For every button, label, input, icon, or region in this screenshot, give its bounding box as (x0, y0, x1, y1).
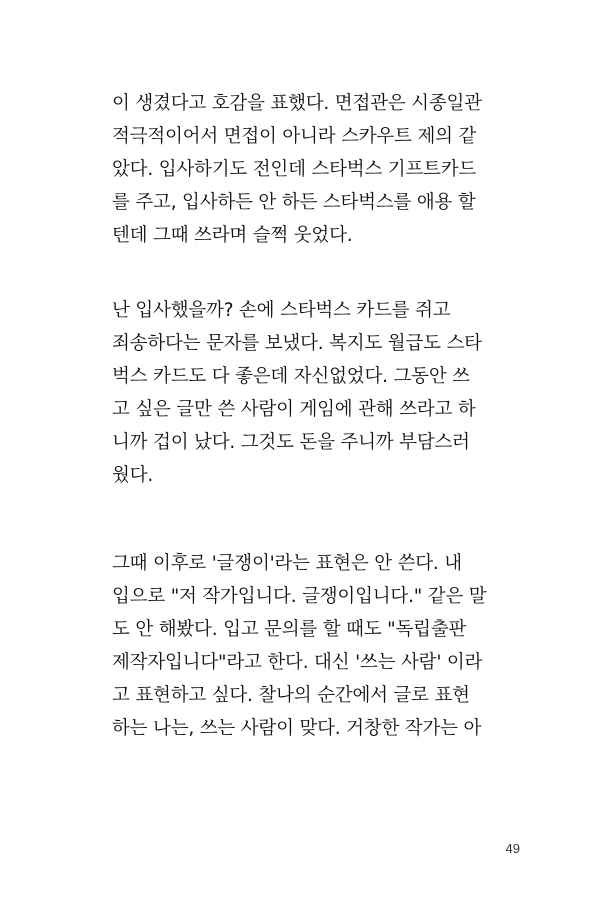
text-line: 그때 이후로 '글쟁이'라는 표현은 안 쓴다. 내 (112, 553, 462, 574)
text-line: 제작자입니다"라고 한다. 대신 '쓰는 사람' 이라 (112, 652, 483, 673)
text-line: 하는 나는, 쓰는 사람이 맞다. 거창한 작가는 아 (112, 718, 482, 739)
text-line: 적극적이어서 면접이 아니라 스카우트 제의 같 (112, 126, 477, 147)
text-line: 고 표현하고 싶다. 찰나의 순간에서 글로 표현 (112, 685, 470, 706)
page-number: 49 (505, 841, 520, 856)
text-line: 도 안 해봤다. 입고 문의를 할 때도 "독립출판 (112, 619, 467, 640)
text-line: 난 입사했을까? 손에 스타벅스 카드를 쥐고 (112, 300, 451, 321)
text-line: 고 싶은 글만 쓴 사람이 게임에 관해 쓰라고 하 (112, 399, 476, 420)
text-line: 웠다. (112, 465, 154, 486)
text-line: 벅스 카드도 다 좋은데 자신없었다. 그동안 쓰 (112, 366, 470, 387)
text-line: 를 주고, 입사하든 안 하든 스타벅스를 애용 할 (112, 192, 476, 213)
text-line: 죄송하다는 문자를 보냈다. 복지도 월급도 스타 (112, 333, 482, 354)
text-line: 텐데 그때 쓰라며 슬쩍 웃었다. (112, 225, 353, 246)
text-line: 니까 겁이 났다. 그것도 돈을 주니까 부담스러 (112, 432, 470, 453)
text-line: 이 생겼다고 호감을 표했다. 면접관은 시종일관 (112, 93, 482, 114)
text-line: 입으로 "저 작가입니다. 글쟁이입니다." 같은 말 (112, 586, 487, 607)
text-line: 았다. 입사하기도 전인데 스타벅스 기프트카드 (112, 159, 477, 180)
